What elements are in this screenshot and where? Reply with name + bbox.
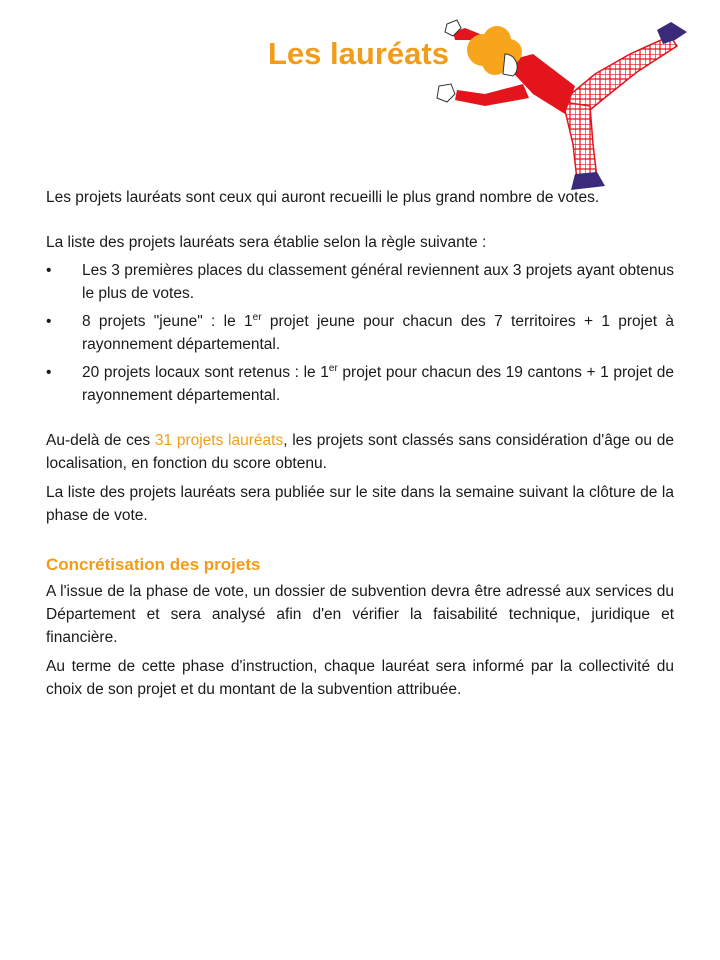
section-heading: Concrétisation des projets — [46, 555, 261, 574]
section-paragraph: A l'issue de la phase de vote, un dossier de subvention devra être adressé aux services du Département et sera analysé afin d'en vérifier la faisabilité technique, juridique et financière. — [46, 583, 674, 646]
beyond-paragraph: Au-delà de ces 31 projets lauréats, les projets sont classés sans considération d'âge ou de localisation, en fonction du score obtenu. — [46, 432, 674, 472]
list-item: • 8 projets "jeune" : le 1er projet jeune pour chacun des 7 territoires + 1 projet à rayonnement départemental. — [46, 310, 674, 356]
page-title: Les lauréats — [268, 36, 449, 71]
list-item: • 20 projets locaux sont retenus : le 1er projet pour chacun des 19 cantons + 1 projet de rayonnement départemental. — [46, 361, 674, 407]
document-body — [46, 186, 674, 701]
rules-list — [46, 259, 674, 407]
section-paragraph: Au terme de cette phase d'instruction, chaque lauréat sera informé par la collectivité du choix de son projet et du montant de la subvention attribuée. — [46, 658, 674, 698]
winners-count-highlight: 31 projets lauréats — [154, 432, 284, 449]
intro-paragraph: Les projets lauréats sont ceux qui auront recueilli le plus grand nombre de votes. — [46, 189, 600, 206]
dancer-illustration — [425, 14, 695, 194]
rule-intro-paragraph: La liste des projets lauréats sera établie selon la règle suivante : — [46, 234, 487, 251]
publication-paragraph: La liste des projets lauréats sera publiée sur le site dans la semaine suivant la clôture de la phase de vote. — [46, 484, 674, 524]
list-item: • Les 3 premières places du classement général reviennent aux 3 projets ayant obtenus le plus de votes. — [46, 259, 674, 305]
